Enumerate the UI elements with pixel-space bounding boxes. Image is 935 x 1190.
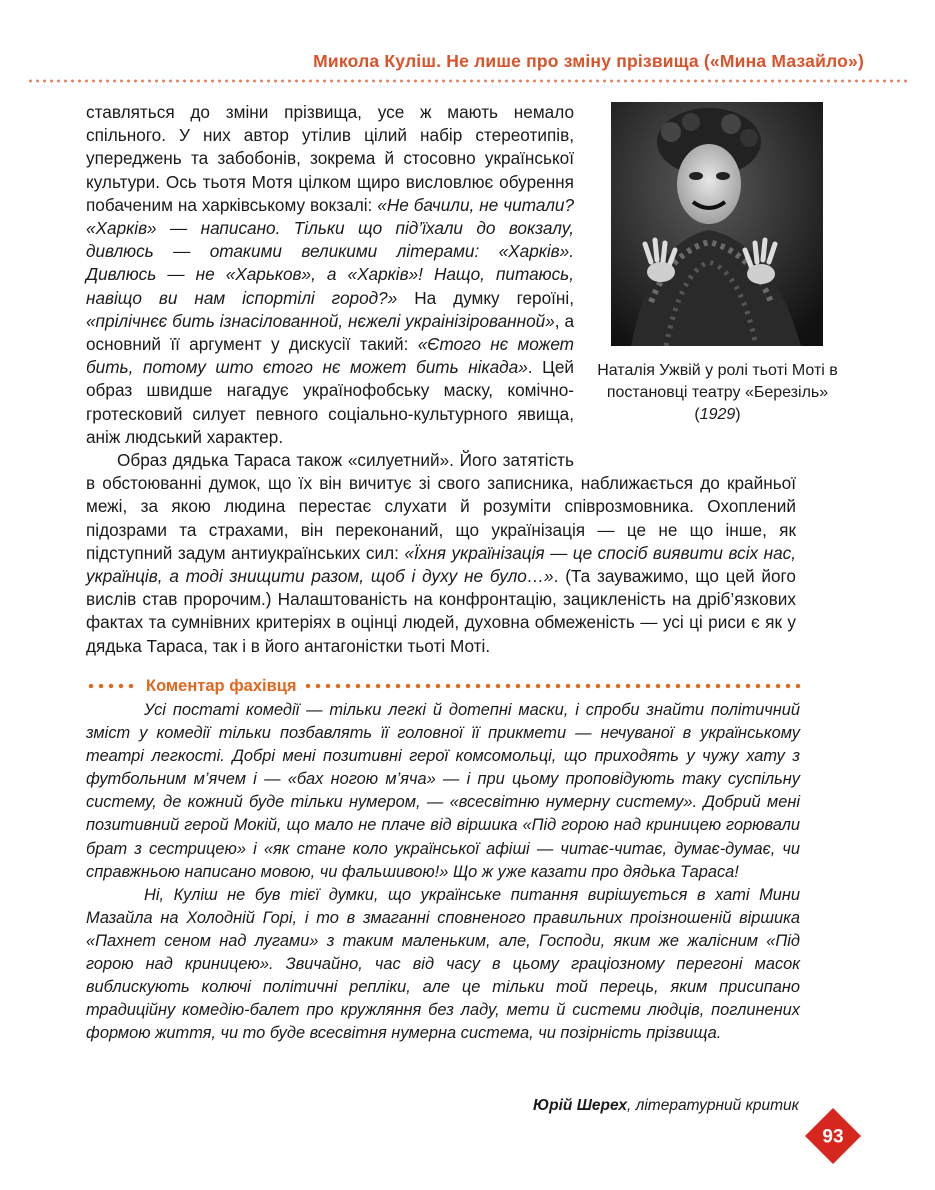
p1-text-a: ставляться до зміни прізвища, усе ж мають немало спільного. У них автор утілив цілий набір стереотипів, упереджень та забобонів, зокрема й стосовно української культури. Ось тьотя Мотя цілком щиро висловлює обурення побаченим на харківському вокзалі: bbox=[86, 102, 574, 215]
header-divider bbox=[27, 79, 910, 83]
p1-quote-2: «прілічнєє бить ізнасілованной, нєжелі украінізірованной» bbox=[86, 310, 555, 331]
p1-quote-1: «Не бачили, не читали? «Харків» — написано. Тільки що під’їхали до вокзалу, дивлюсь — отакими великими літерами: «Харків». Дивлюсь — не «Харьков», а «Харків»! Нащо, питаюсь, навіщо ви нам іспортілі город?» bbox=[86, 194, 575, 308]
main-article bbox=[86, 101, 838, 658]
comment-header bbox=[86, 676, 801, 696]
paragraph-2 bbox=[86, 449, 796, 658]
photo-block bbox=[596, 102, 838, 472]
caption-year: 1929 bbox=[699, 406, 736, 423]
comment-author bbox=[533, 1097, 799, 1115]
page-number: 93 bbox=[822, 1126, 844, 1148]
diamond-icon bbox=[805, 1108, 861, 1164]
dot-leader-right bbox=[303, 683, 802, 689]
p2-quote-1: «Їхня українізація — це спосіб виявити всіх нас, українців, а тоді знищити разом, щоб і духу не було…» bbox=[86, 542, 796, 587]
author-role: , літературний критик bbox=[627, 1097, 799, 1114]
comment-paragraph-2: Ні, Куліш не був тієї думки, що українське питання вирішується в хаті Мини Мазайла на Холодній Горі, і то в змаганні сповненого правильних проізношеній віршика «Пахнет сеном над лугами» з таким маленьким, але, Господи, яким же жалісним «Під горою над криницею». Звичайно, час від часу в цьому граціозному перегоні масок виблискують колючі політичні репліки, але це тільки той перець, яким присипано традиційну комедію-балет про кружляння без ладу, мети й системи людців, поглинених формою життя, чи то буде всесвітня нумерна система, чи позірність прізвища. bbox=[86, 885, 800, 1043]
p1-quote-3: «Єтого нє может бить, потому што єтого нє может бить нікада» bbox=[86, 334, 574, 378]
actress-photo bbox=[611, 102, 823, 346]
running-header: Микола Куліш. Не лише про зміну прізвища («Мина Мазайло») bbox=[313, 51, 864, 71]
p1-text-d: . Цей образ швидше нагадує українофобську маску, комічно-гротесковий силует певного соціально-культурного явища, аніж людський характер. bbox=[86, 357, 574, 447]
page-number-badge bbox=[805, 1108, 861, 1164]
author-name: Юрій Шерех bbox=[533, 1097, 627, 1114]
comment-title: Коментар фахівця bbox=[146, 676, 297, 695]
expert-comment bbox=[86, 699, 800, 1045]
caption-end: ) bbox=[735, 406, 741, 423]
p2-text-b: . (Та зауважимо, що цей його вислів став пророчим.) Налаштованість на конфронтацію, зацикленість на дріб’язкових фактах та сумнівних критеріях в оцінці людей, духовна обмеженість — усі ці риси є як у дядька Тараса, так і в його антагоністки тьоті Моті. bbox=[86, 566, 796, 656]
caption-text: Наталія Ужвій у ролі тьоті Моті в постановці театру «Березіль» ( bbox=[597, 362, 838, 423]
photo-caption bbox=[596, 360, 839, 426]
p1-text-b: На думку героїні, bbox=[397, 287, 575, 308]
p2-text-a: Образ дядька Тараса також «силуетний». Його затятість в обстоюванні думок, що їх він вичитує зі свого записника, наближається до крайньої межі, за якою людина перестає слухати й розуміти співрозмовника. Охоплений підозрами та страхами, він переконаний, що українізація — це не що інше, як підступний задум антиукраїнських сил: bbox=[86, 450, 796, 563]
dot-leader-left bbox=[86, 683, 138, 689]
comment-paragraph-1: Усі постаті комедії — тільки легкі й дотепні маски, і спроби знайти політичний зміст у комедії тільки позбавлять її головної її прикмети — нечуваної в українському театрі легкості. Добрі мені позитивні герої комсомольці, що приходять у чужу хату з футбольним м’ячем і — «бах ногою м’яча» — і при цьому проповідують таку суспільну систему, де кожний буде тільки нумером, — «всесвітню нумерну систему». Добрий мені позитивний герой Мокій, що мало не плаче від віршика «Під горою над криницею горювали брат з сестрицею» і «як стане коло української афіші — читає-читає, думає-думає, чи справжньою написано мовою, чи фальшивою!» Що ж уже казати про дядька Тараса! bbox=[86, 701, 800, 881]
p1-text-c: , а основний її аргумент у дискусії такий: bbox=[86, 310, 575, 355]
